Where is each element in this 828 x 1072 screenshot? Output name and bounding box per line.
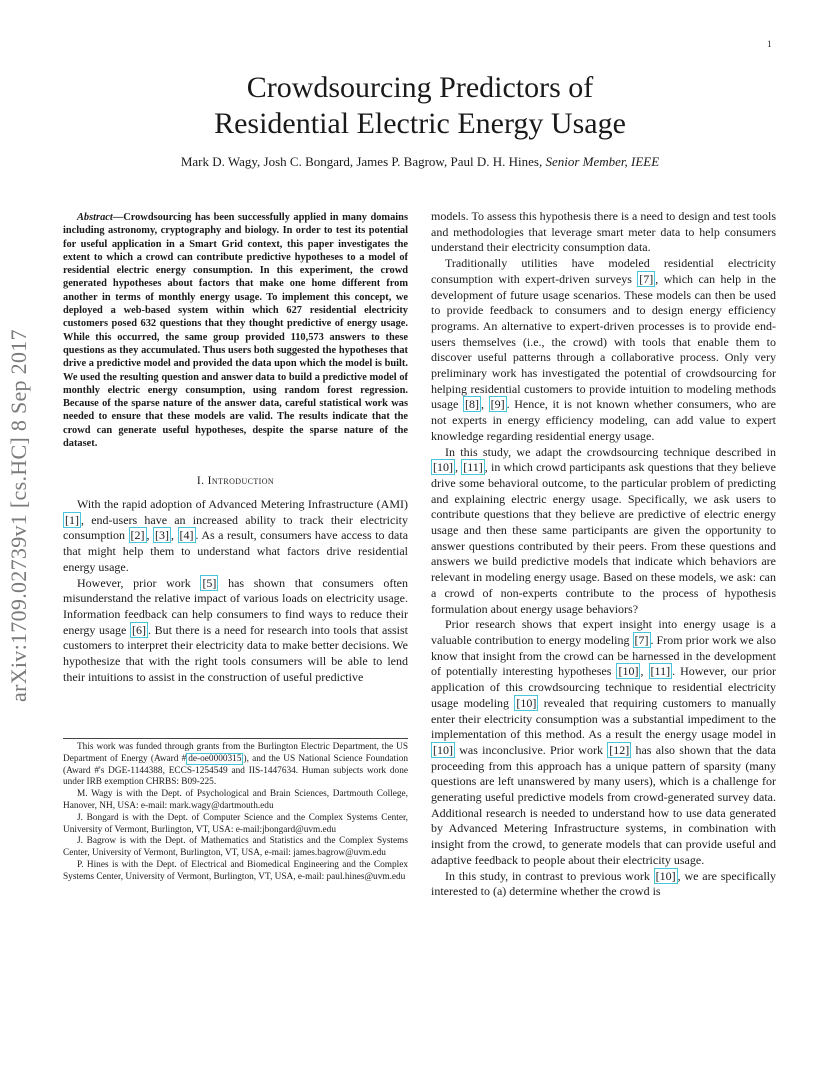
author-names: Mark D. Wagy, Josh C. Bongard, James P. Bagrow, Paul D. H. Hines, [180, 154, 546, 169]
footnotes [63, 738, 408, 884]
section-heading-introduction: I. Introduction [196, 475, 275, 488]
author-membership: Senior Member, IEEE [545, 154, 660, 169]
body-paragraph-study: In this study, we adapt the crowdsourcing technique described in [10] , [11] , in which crowd participants ask questions that they believe drive some behavioral outcome, to the particular problem of predicting and explaining electric energy usage. Specifically, we ask users to contribute questions that they believe are predictive of electric energy usage and then these same participants are given the opportunity to answer questions contributed by their peers. From these questions and answers we build predictive models that indicate which behaviors are relevant in modeling energy usage. Based on these models, we ask: can a crowd of non-experts contribute to the process of hypothesis formulation about energy usage behaviors? [431, 444, 776, 616]
page-number: 1 [767, 39, 772, 49]
citation-link[interactable]: [11] [650, 664, 671, 679]
citation-link[interactable]: [11] [463, 460, 483, 475]
footnote-funding: This work was funded through grants from the Burlington Electric Department, the US Department of Energy (Award # de-oe0000315 ), and the US National Science Foundation (Award #'s DGE-1144388, ECCS-1254549 and IIS-1447634. Human subjects work done under IRB exemption CHRBS: B09-225. [63, 742, 408, 788]
award-link[interactable]: de-oe0000315 [188, 753, 242, 764]
citation-link[interactable]: [10] [433, 460, 453, 475]
left-column [63, 211, 408, 685]
footnote-author-bagrow: J. Bagrow is with the Dept. of Mathematics and Statistics and the Complex Systems Center, University of Vermont, Burlington, VT, USA, e-mail: james.bagrow@uvm.edu [63, 836, 408, 859]
citation-link[interactable]: [4] [179, 528, 194, 543]
citation-link[interactable]: [10] [655, 868, 676, 883]
citation-link[interactable]: [10] [433, 742, 453, 757]
footnote-author-hines: P. Hines is with the Dept. of Electrical and Biomedical Engineering and the Complex Systems Center, University of Vermont, Burlington, VT, USA, e-mail: paul.hines@uvm.edu [63, 859, 408, 882]
paper-title [100, 70, 740, 142]
citation-link[interactable]: [3] [155, 528, 169, 543]
abstract-label: Abstract [77, 212, 113, 223]
body-paragraph-contrast: In this study, in contrast to previous work [10] , we are specifically interested to (a) determine whether the crowd is [431, 868, 776, 899]
footnote-author-wagy: M. Wagy is with the Dept. of Psychological and Brain Sciences, Dartmouth College, Hanover, NH, USA: e-mail: mark.wagy@dartmouth.edu [63, 789, 408, 811]
intro-paragraph-2: However, prior work [5] has shown that consumers often misunderstand the relative impact of various loads on electricity usage. Information feedback can help consumers to find ways to reduce their energy usage [6] . But there is a need for research into tools that assist customers to interpret their electricity data to make better decisions. We hypothesize that with the right tools consumers will be able to lend their intuitions to assist in the construction of useful predictive [63, 575, 408, 684]
abstract [63, 211, 408, 450]
citation-link[interactable]: [2] [130, 528, 145, 543]
citation-link[interactable]: [5] [202, 575, 217, 590]
title-line-2: Residential Electric Energy Usage [214, 107, 626, 140]
arxiv-identifier-stamp: arXiv:1709.02739v1 [cs.HC] 8 Sep 2017 [6, 329, 31, 703]
citation-link[interactable]: [7] [639, 271, 654, 286]
title-line-1: Crowdsourcing Predictors of [246, 71, 594, 104]
right-column [431, 209, 776, 900]
citation-link[interactable]: [9] [490, 397, 505, 412]
author-list [100, 154, 740, 170]
citation-link[interactable]: [10] [516, 695, 537, 710]
body-paragraph-prior-research: Prior research shows that expert insight into energy usage is a valuable contribution to energy modeling [7] . From prior work we also know that insight from the crowd can be harnessed in the development of potentially interesting hypotheses [10] , [11] . However, our prior application of this crowdsourcing technique to residential electricity usage modeling [10] revealed that requiring customers to manually enter their electricity consumption was a substantial impediment to the implementation of this method. As a result the energy usage model in [10] was inconclusive. Prior work [12] has also shown that the data proceeding from this approach has a unique pattern of sparsity (many questions are left unanswered by many users), which is a challenge for generating useful predictive models from crowd-generated survey data. Additional research is needed to understand how to use data generated by Advanced Metering Infrastructure systems, in combination with insight from the crowd, to generate models that can provide useful and adaptive feedback to people about their electricity usage. [431, 617, 777, 867]
abstract-text: —Crowdsourcing has been successfully applied in many domains including astronomy, cryptography and biology. In order to test its potential for useful application in a Smart Grid context, this paper investigates the extent to which a crowd can contribute predictive hypotheses to a model of residential electric energy consumption. In this experiment, the crowd generated hypotheses about factors that make one home different from another in terms of monthly energy usage. To implement this concept, we deployed a web-based system within which 627 residential electricity customers posed 632 questions that they thought predictive of energy usage. While this occurred, the same group provided 110,573 answers to these questions as they accumulated. Thus users both suggested the hypotheses that drive a predictive model and provided the data upon which the model is built. We used the resulting question and answer data to build a predictive model of monthly electric energy consumption, using random forest regression. Because of the sparse nature of the answer data, careful statistical work was needed to ensure that these models are valid. The results indicate that the crowd can generate useful hypotheses, despite the sparse nature of the dataset. [63, 212, 408, 450]
citation-link[interactable]: [6] [131, 622, 146, 637]
citation-link[interactable]: [1] [65, 512, 79, 527]
citation-link[interactable]: [7] [634, 632, 649, 647]
footnote-author-bongard: J. Bongard is with the Dept. of Computer Science and the Complex Systems Center, University of Vermont, Burlington, VT, USA: e-mail:jbongard@uvm.edu [63, 812, 408, 835]
citation-link[interactable]: [8] [464, 397, 479, 412]
citation-link[interactable]: [12] [609, 742, 630, 757]
body-paragraph-continued: models. To assess this hypothesis there is a need to design and test tools and methodologies that leverage smart meter data to help consumers understand their electricity consumption data. [431, 209, 776, 255]
intro-paragraph-1: With the rapid adoption of Advanced Metering Infrastructure (AMI) [1] , end-users have an increased ability to track their electricity consumption [2] , [3] , [4] . As a result, consumers have access to data that might help them to understand what factors drive residential energy usage. [63, 497, 409, 574]
citation-link[interactable]: [10] [618, 664, 639, 679]
body-paragraph-surveys: Traditionally utilities have modeled residential electricity consumption with expert-driven surveys [7] , which can help in the development of future usage scenarios. These models can then be used to provide feedback to consumers and to design energy efficiency programs. An alternative to expert-driven processes is to provide end-users themselves (i.e., the crowd) with tools that enable them to discover useful patterns through a collaborative process. Only very preliminary work has investigated the potential of crowdsourcing for helping residential customers to provide intuition to modeling methods usage [8] , [9] . Hence, it is not known whether consumers, who are not experts in energy efficiency modeling, can add value to expert knowledge regarding residential energy usage. [431, 256, 777, 443]
